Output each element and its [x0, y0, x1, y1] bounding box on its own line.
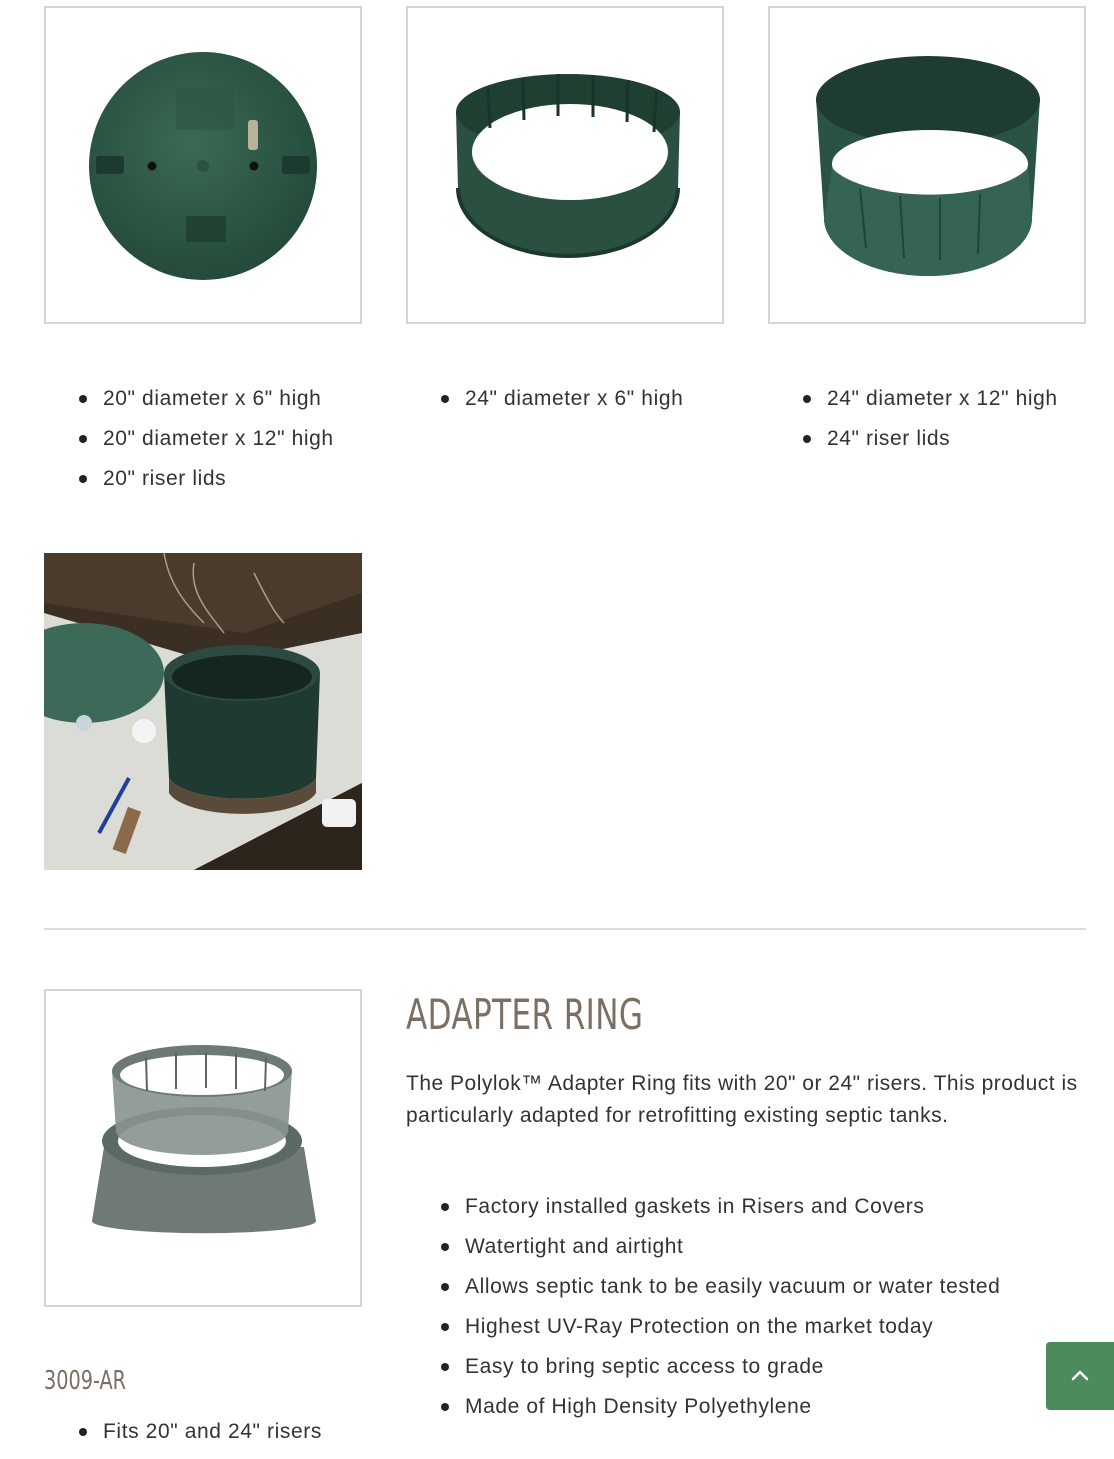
section-divider: [44, 928, 1086, 930]
riser-lid-image: [44, 6, 362, 324]
riser-12-inch-image: [768, 6, 1086, 324]
list-item: 24" riser lids: [768, 426, 1058, 466]
list-item: 20" riser lids: [44, 466, 334, 506]
adapter-ring-heading: ADAPTER RING: [406, 990, 644, 1039]
back-to-top-button[interactable]: [1046, 1342, 1114, 1410]
installation-photo: [44, 553, 362, 870]
chevron-up-icon: [1046, 1342, 1114, 1410]
list-item: Fits 20" and 24" risers: [44, 1419, 322, 1459]
list-item: Watertight and airtight: [406, 1234, 1000, 1274]
product-sku: 3009-AR: [44, 1366, 127, 1396]
list-item: 20" diameter x 6" high: [44, 386, 334, 426]
list-item: Highest UV-Ray Protection on the market today: [406, 1314, 1000, 1354]
spec-list-product-3: [768, 386, 1058, 466]
list-item: Factory installed gaskets in Risers and Covers: [406, 1194, 1000, 1234]
sku-spec-list: [44, 1419, 322, 1459]
riser-6-inch-image: [406, 6, 724, 324]
list-item: 24" diameter x 12" high: [768, 386, 1058, 426]
list-item: Easy to bring septic access to grade: [406, 1354, 1000, 1394]
spec-list-product-1: [44, 386, 334, 506]
adapter-ring-description: The Polylok™ Adapter Ring fits with 20" or 24" risers. This product is particularly adapted for retrofitting existing septic tanks.: [406, 1072, 1078, 1127]
spec-list-product-2: [406, 386, 683, 426]
list-item: 20" diameter x 12" high: [44, 426, 334, 466]
list-item: 24" diameter x 6" high: [406, 386, 683, 426]
adapter-ring-image: [44, 989, 362, 1307]
list-item: Made of High Density Polyethylene: [406, 1394, 1000, 1434]
adapter-ring-features: [406, 1194, 1000, 1434]
list-item: Allows septic tank to be easily vacuum or water tested: [406, 1274, 1000, 1314]
